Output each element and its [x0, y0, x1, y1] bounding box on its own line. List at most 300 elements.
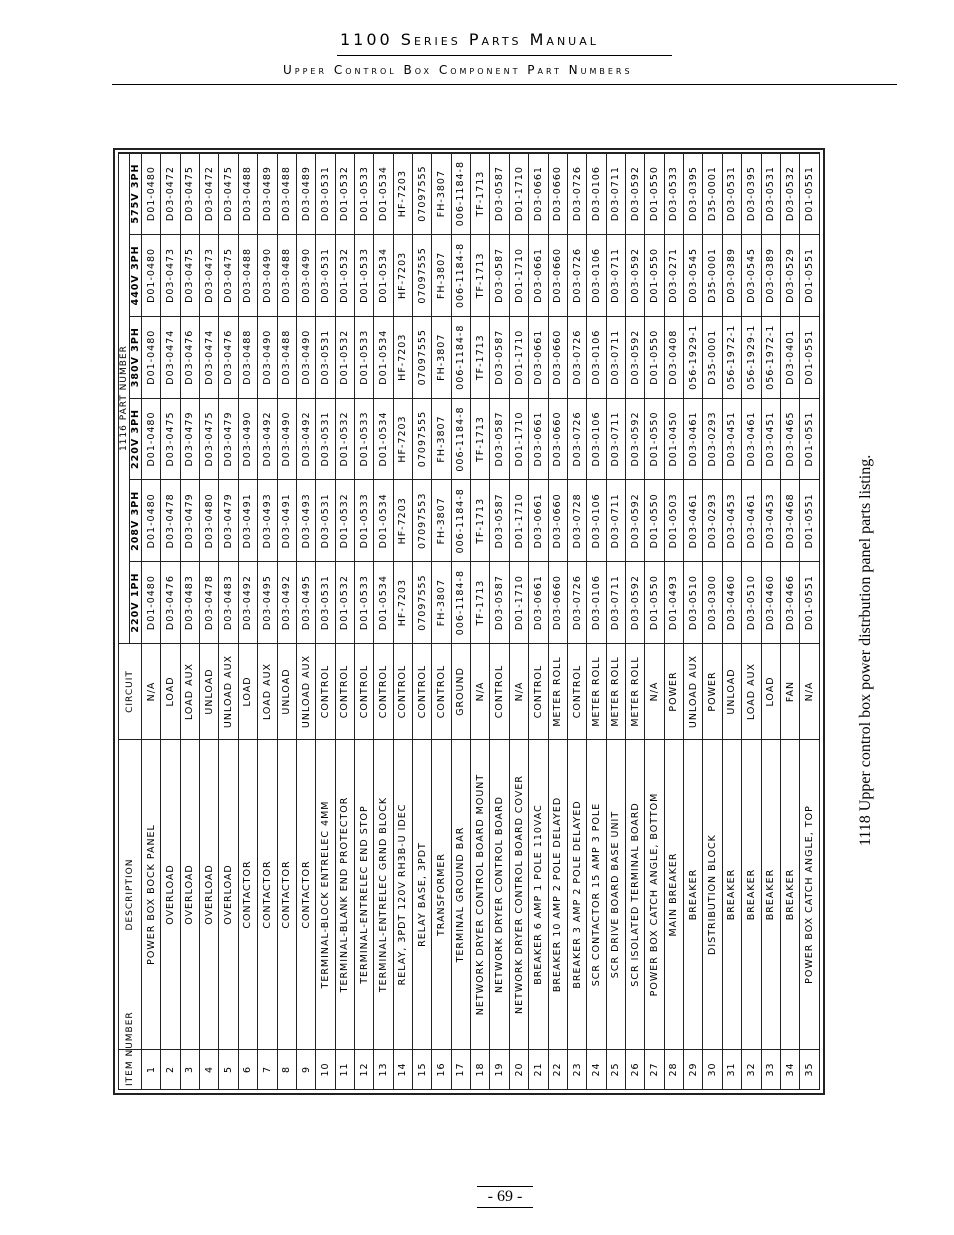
table-row	[509, 153, 528, 1090]
description-cell: NETWORK DRYER CONTROL BOARD COVER	[509, 740, 528, 1050]
part-number-cell: D03-0489	[258, 153, 277, 235]
part-number-cell: D03-0726	[567, 562, 586, 644]
part-number-cell: D03-0661	[529, 480, 548, 562]
part-number-cell: D01-0534	[374, 316, 393, 398]
header-description: DESCRIPTION	[119, 740, 142, 1050]
parts-table-rotated	[118, 153, 820, 1090]
part-number-cell: D01-0532	[335, 562, 354, 644]
description-cell: BREAKER	[722, 740, 741, 1050]
part-number-cell: D01-1710	[509, 316, 528, 398]
description-cell: RELAY BASE, 3PDT	[413, 740, 432, 1050]
description-cell: NETWORK DRYER CONTROL BOARD MOUNT	[471, 740, 490, 1050]
description-cell: NETWORK DRYER CONTROL BOARD	[490, 740, 509, 1050]
item-number-cell: 30	[703, 1050, 722, 1090]
part-number-cell: D01-1710	[509, 153, 528, 235]
part-number-cell: D03-0495	[296, 562, 315, 644]
part-number-cell: D03-0475	[219, 153, 238, 235]
description-cell: BREAKER	[780, 740, 799, 1050]
item-number-cell: 35	[800, 1050, 820, 1090]
circuit-cell: POWER	[703, 644, 722, 740]
part-number-cell: D03-0488	[238, 235, 257, 317]
part-number-cell: D03-0490	[296, 316, 315, 398]
circuit-cell: LOAD	[238, 644, 257, 740]
part-number-cell: D03-0490	[238, 398, 257, 480]
part-number-cell: TF-1713	[471, 398, 490, 480]
part-number-cell: D03-0465	[780, 398, 799, 480]
description-cell: OVERLOAD	[180, 740, 199, 1050]
description-cell: TRANSFORMER	[432, 740, 451, 1050]
part-number-cell: D01-0551	[800, 398, 820, 480]
table-row	[742, 153, 761, 1090]
part-number-cell: 07097555	[413, 235, 432, 317]
item-number-cell: 27	[645, 1050, 664, 1090]
part-number-cell: D03-0472	[200, 153, 219, 235]
part-number-cell: D03-0466	[780, 562, 799, 644]
item-number-cell: 2	[161, 1050, 180, 1090]
item-number-cell: 16	[432, 1050, 451, 1090]
part-number-cell: D01-0480	[142, 235, 161, 317]
part-number-cell: 006-1184-8	[451, 398, 470, 480]
part-number-cell: D03-0660	[548, 316, 567, 398]
table-row	[664, 153, 683, 1090]
header-circuit: CIRCUIT	[119, 644, 142, 740]
part-number-cell: D03-0660	[548, 235, 567, 317]
description-cell: BREAKER 6 AMP 1 POLE 110VAC	[529, 740, 548, 1050]
header-item-number: ITEM NUMBER	[119, 1050, 142, 1090]
part-number-cell: D03-0488	[277, 153, 296, 235]
item-number-cell: 9	[296, 1050, 315, 1090]
part-number-cell: TF-1713	[471, 562, 490, 644]
header-voltage: 575V 3PH	[130, 153, 142, 235]
part-number-cell: D03-0106	[587, 562, 606, 644]
part-number-cell: D03-0106	[587, 153, 606, 235]
part-number-cell: D03-0461	[742, 398, 761, 480]
item-number-cell: 21	[529, 1050, 548, 1090]
part-number-cell: D03-0592	[625, 398, 644, 480]
part-number-cell: D03-0711	[606, 480, 625, 562]
item-number-cell: 4	[200, 1050, 219, 1090]
part-number-cell: D03-0475	[180, 153, 199, 235]
part-number-cell: D03-0728	[567, 480, 586, 562]
part-number-cell: D03-0592	[625, 153, 644, 235]
part-number-cell: D03-0479	[180, 480, 199, 562]
part-number-cell: D03-0661	[529, 316, 548, 398]
description-cell: SCR CONTACTOR 15 AMP 3 POLE	[587, 740, 606, 1050]
header-rule	[112, 84, 897, 85]
table-row	[200, 153, 219, 1090]
item-number-cell: 24	[587, 1050, 606, 1090]
description-cell: CONTACTOR	[296, 740, 315, 1050]
header-voltage: 220V 1PH	[130, 562, 142, 644]
part-number-cell: TF-1713	[471, 316, 490, 398]
part-number-cell: D01-1710	[509, 235, 528, 317]
part-number-cell: D03-0592	[625, 235, 644, 317]
part-number-cell: D01-0532	[335, 480, 354, 562]
part-number-cell: D01-0480	[142, 398, 161, 480]
circuit-cell: UNLOAD AUX	[219, 644, 238, 740]
table-row	[780, 153, 799, 1090]
table-row	[606, 153, 625, 1090]
table-row	[296, 153, 315, 1090]
item-number-cell: 29	[684, 1050, 703, 1090]
table-row	[800, 153, 820, 1090]
part-number-cell: D35-0001	[703, 153, 722, 235]
item-number-cell: 5	[219, 1050, 238, 1090]
header-row-top	[119, 153, 130, 1090]
item-number-cell: 13	[374, 1050, 393, 1090]
circuit-cell: METER ROLL	[587, 644, 606, 740]
circuit-cell: UNLOAD	[200, 644, 219, 740]
item-number-cell: 33	[761, 1050, 780, 1090]
table-row	[529, 153, 548, 1090]
part-number-cell: 006-1184-8	[451, 562, 470, 644]
part-number-cell: D03-0661	[529, 398, 548, 480]
part-number-cell: D03-0711	[606, 153, 625, 235]
part-number-cell: 07097553	[413, 480, 432, 562]
table-row	[471, 153, 490, 1090]
part-number-cell: D03-0660	[548, 480, 567, 562]
part-number-cell: D03-0106	[587, 480, 606, 562]
table-row	[625, 153, 644, 1090]
circuit-cell: POWER	[664, 644, 683, 740]
item-number-cell: 34	[780, 1050, 799, 1090]
part-number-cell: D03-0532	[780, 153, 799, 235]
part-number-cell: D01-0532	[335, 153, 354, 235]
part-number-cell: D03-0475	[200, 398, 219, 480]
circuit-cell: CONTROL	[393, 644, 412, 740]
part-number-cell: D03-0711	[606, 562, 625, 644]
table-row	[316, 153, 335, 1090]
part-number-cell: D01-0534	[374, 235, 393, 317]
circuit-cell: N/A	[471, 644, 490, 740]
part-number-cell: D03-0490	[258, 235, 277, 317]
description-cell: RELAY, 3PDT 120V RH3B-U IDEC	[393, 740, 412, 1050]
part-number-cell: D01-0532	[335, 398, 354, 480]
part-number-cell: D01-1710	[509, 398, 528, 480]
part-number-cell: D03-0479	[180, 398, 199, 480]
part-number-cell: D03-0293	[703, 480, 722, 562]
table-row	[761, 153, 780, 1090]
part-number-cell: 07097555	[413, 398, 432, 480]
circuit-cell: UNLOAD AUX	[684, 644, 703, 740]
part-number-cell: D03-0389	[761, 235, 780, 317]
table-row	[432, 153, 451, 1090]
part-number-cell: 006-1184-8	[451, 316, 470, 398]
part-number-cell: HF-7203	[393, 316, 412, 398]
part-number-cell: D01-0533	[354, 562, 373, 644]
circuit-cell: CONTROL	[354, 644, 373, 740]
table-row	[587, 153, 606, 1090]
part-number-cell: D03-0451	[761, 398, 780, 480]
part-number-cell: D01-0551	[800, 562, 820, 644]
part-number-cell: D01-0551	[800, 480, 820, 562]
item-number-cell: 1	[142, 1050, 161, 1090]
part-number-cell: D01-0551	[800, 153, 820, 235]
parts-table-body	[142, 153, 820, 1090]
table-row	[703, 153, 722, 1090]
part-number-cell: D03-0478	[161, 480, 180, 562]
header-voltage: 440V 3PH	[130, 235, 142, 317]
part-number-cell: D03-0491	[277, 480, 296, 562]
part-number-cell: D01-0533	[354, 398, 373, 480]
part-number-cell: D03-0661	[529, 562, 548, 644]
part-number-cell: D01-0551	[800, 235, 820, 317]
circuit-cell: UNLOAD	[277, 644, 296, 740]
part-number-cell: D03-0490	[277, 398, 296, 480]
part-number-cell: D35-0001	[703, 235, 722, 317]
item-number-cell: 14	[393, 1050, 412, 1090]
part-number-cell: D03-0587	[490, 235, 509, 317]
part-number-cell: D03-0476	[219, 316, 238, 398]
figure-caption: 1118 Upper control box power distrbution panel parts listing.	[857, 454, 874, 846]
part-number-cell: D03-0490	[258, 316, 277, 398]
circuit-cell: CONTROL	[316, 644, 335, 740]
circuit-cell: METER ROLL	[625, 644, 644, 740]
description-cell: TERMINAL-ENTRELEC GRND BLOCK	[374, 740, 393, 1050]
part-number-cell: D01-0534	[374, 153, 393, 235]
part-number-cell: D03-0492	[238, 562, 257, 644]
part-number-cell: D03-0660	[548, 398, 567, 480]
part-number-cell: D01-0534	[374, 562, 393, 644]
part-number-cell: D03-0271	[664, 235, 683, 317]
part-number-cell: D01-0551	[800, 316, 820, 398]
part-number-cell: D03-0490	[296, 235, 315, 317]
part-number-cell: D03-0587	[490, 153, 509, 235]
part-number-cell: D03-0460	[761, 562, 780, 644]
circuit-cell: CONTROL	[335, 644, 354, 740]
part-number-cell: TF-1713	[471, 235, 490, 317]
part-number-cell: D03-0587	[490, 562, 509, 644]
part-number-cell: D03-0660	[548, 153, 567, 235]
table-row	[374, 153, 393, 1090]
part-number-cell: D03-0529	[780, 235, 799, 317]
part-number-cell: 056-1929-1	[742, 316, 761, 398]
circuit-cell: N/A	[509, 644, 528, 740]
part-number-cell: D03-0389	[722, 235, 741, 317]
description-cell: BREAKER 10 AMP 2 POLE DELAYED	[548, 740, 567, 1050]
table-row	[490, 153, 509, 1090]
item-number-cell: 3	[180, 1050, 199, 1090]
part-number-cell: D03-0726	[567, 153, 586, 235]
circuit-cell: FAN	[780, 644, 799, 740]
part-number-cell: 006-1184-8	[451, 153, 470, 235]
table-row	[393, 153, 412, 1090]
circuit-cell: N/A	[800, 644, 820, 740]
circuit-cell: LOAD	[761, 644, 780, 740]
part-number-cell: D03-0472	[161, 153, 180, 235]
part-number-cell: D01-0550	[645, 562, 664, 644]
part-number-cell: FH-3807	[432, 398, 451, 480]
table-row	[451, 153, 470, 1090]
circuit-cell: GROUND	[451, 644, 470, 740]
part-number-cell: D03-0587	[490, 480, 509, 562]
part-number-cell: D03-0479	[219, 480, 238, 562]
part-number-cell: D01-0480	[142, 153, 161, 235]
part-number-cell: D01-0493	[664, 562, 683, 644]
part-number-cell: D03-0461	[684, 398, 703, 480]
part-number-cell: D03-0545	[742, 235, 761, 317]
part-number-cell: D03-0408	[664, 316, 683, 398]
part-number-cell: 056-1972-1	[761, 316, 780, 398]
table-row	[335, 153, 354, 1090]
part-number-cell: 07097555	[413, 153, 432, 235]
description-cell: POWER BOX CATCH ANGLE, BOTTOM	[645, 740, 664, 1050]
description-cell: CONTACTOR	[277, 740, 296, 1050]
part-number-cell: FH-3807	[432, 316, 451, 398]
part-number-cell: D03-0510	[742, 562, 761, 644]
circuit-cell: CONTROL	[374, 644, 393, 740]
part-number-cell: D03-0483	[180, 562, 199, 644]
part-number-cell: D03-0726	[567, 316, 586, 398]
part-number-cell: D03-0592	[625, 562, 644, 644]
table-row	[219, 153, 238, 1090]
part-number-cell: D03-0480	[200, 480, 219, 562]
part-number-cell: D01-0550	[645, 398, 664, 480]
part-number-cell: D03-0461	[684, 480, 703, 562]
description-cell: TERMINAL-BLANK END PROTECTOR	[335, 740, 354, 1050]
part-number-cell: D03-0531	[316, 316, 335, 398]
part-number-cell: D03-0293	[703, 398, 722, 480]
part-number-cell: D03-0473	[161, 235, 180, 317]
item-number-cell: 15	[413, 1050, 432, 1090]
description-cell: TERMINAL-BLOCK ENTRELEC 4MM	[316, 740, 335, 1050]
item-number-cell: 12	[354, 1050, 373, 1090]
item-number-cell: 28	[664, 1050, 683, 1090]
header-part-number-group: 1116 PART NUMBER	[119, 153, 130, 644]
part-number-cell: D01-0533	[354, 316, 373, 398]
part-number-cell: D03-0475	[219, 235, 238, 317]
part-number-cell: D03-0492	[296, 398, 315, 480]
part-number-cell: HF-7203	[393, 562, 412, 644]
part-number-cell: 07097555	[413, 562, 432, 644]
circuit-cell: METER ROLL	[606, 644, 625, 740]
part-number-cell: D03-0531	[722, 153, 741, 235]
description-cell: POWER BOX CATCH ANGLE, TOP	[800, 740, 820, 1050]
part-number-cell: D03-0493	[296, 480, 315, 562]
part-number-cell: D01-0480	[142, 562, 161, 644]
table-row	[548, 153, 567, 1090]
part-number-cell: D03-0711	[606, 398, 625, 480]
part-number-cell: D03-0492	[258, 398, 277, 480]
part-number-cell: D03-0592	[625, 480, 644, 562]
description-cell: BREAKER	[684, 740, 703, 1050]
part-number-cell: D03-0479	[219, 398, 238, 480]
description-cell: OVERLOAD	[161, 740, 180, 1050]
item-number-cell: 11	[335, 1050, 354, 1090]
item-number-cell: 7	[258, 1050, 277, 1090]
circuit-cell: LOAD	[161, 644, 180, 740]
part-number-cell: D03-0453	[722, 480, 741, 562]
part-number-cell: FH-3807	[432, 153, 451, 235]
part-number-cell: D01-1710	[509, 480, 528, 562]
item-number-cell: 23	[567, 1050, 586, 1090]
part-number-cell: D03-0451	[722, 398, 741, 480]
part-number-cell: D03-0475	[180, 235, 199, 317]
part-number-cell: HF-7203	[393, 153, 412, 235]
part-number-cell: D01-0534	[374, 480, 393, 562]
description-cell: OVERLOAD	[219, 740, 238, 1050]
item-number-cell: 22	[548, 1050, 567, 1090]
part-number-cell: D03-0493	[258, 480, 277, 562]
description-cell: SCR DRIVE BOARD BASE UNIT	[606, 740, 625, 1050]
part-number-cell: HF-7203	[393, 480, 412, 562]
table-row	[142, 153, 161, 1090]
description-cell: TERMINAL GROUND BAR	[451, 740, 470, 1050]
part-number-cell: TF-1713	[471, 153, 490, 235]
part-number-cell: D03-0533	[664, 153, 683, 235]
part-number-cell: D03-0478	[200, 562, 219, 644]
item-number-cell: 32	[742, 1050, 761, 1090]
part-number-cell: D01-0532	[335, 316, 354, 398]
item-number-cell: 25	[606, 1050, 625, 1090]
table-row	[722, 153, 741, 1090]
header-voltage: 220V 3PH	[130, 398, 142, 480]
part-number-cell: D01-0450	[664, 398, 683, 480]
part-number-cell: D03-0660	[548, 562, 567, 644]
part-number-cell: D03-0300	[703, 562, 722, 644]
part-number-cell: D03-0106	[587, 316, 606, 398]
part-number-cell: D03-0661	[529, 235, 548, 317]
circuit-cell: CONTROL	[490, 644, 509, 740]
part-number-cell: D01-0533	[354, 235, 373, 317]
part-number-cell: 07097555	[413, 316, 432, 398]
part-number-cell: D03-0592	[625, 316, 644, 398]
part-number-cell: D03-0476	[180, 316, 199, 398]
part-number-cell: D03-0711	[606, 316, 625, 398]
item-number-cell: 10	[316, 1050, 335, 1090]
table-row	[567, 153, 586, 1090]
part-number-cell: D03-0473	[200, 235, 219, 317]
description-cell: BREAKER	[761, 740, 780, 1050]
part-number-cell: 056-1929-1	[684, 316, 703, 398]
part-number-cell: D03-0395	[684, 153, 703, 235]
part-number-cell: D03-0488	[238, 316, 257, 398]
circuit-cell: CONTROL	[567, 644, 586, 740]
part-number-cell: D35-0001	[703, 316, 722, 398]
table-row	[354, 153, 373, 1090]
part-number-cell: D01-0533	[354, 480, 373, 562]
circuit-cell: UNLOAD	[722, 644, 741, 740]
part-number-cell: D03-0474	[200, 316, 219, 398]
part-number-cell: D01-0480	[142, 316, 161, 398]
part-number-cell: D03-0468	[780, 480, 799, 562]
part-number-cell: D03-0474	[161, 316, 180, 398]
part-number-cell: D03-0587	[490, 398, 509, 480]
part-number-cell: D01-0532	[335, 235, 354, 317]
table-row	[161, 153, 180, 1090]
description-cell: SCR ISOLATED TERMINAL BOARD	[625, 740, 644, 1050]
part-number-cell: D03-0488	[238, 153, 257, 235]
part-number-cell: D01-0550	[645, 480, 664, 562]
part-number-cell: D03-0531	[761, 153, 780, 235]
item-number-cell: 26	[625, 1050, 644, 1090]
table-row	[180, 153, 199, 1090]
part-number-cell: D03-0488	[277, 316, 296, 398]
part-number-cell: D03-0531	[316, 235, 335, 317]
circuit-cell: CONTROL	[529, 644, 548, 740]
header-voltage: 208V 3PH	[130, 480, 142, 562]
section-subtitle: Upper Control Box Component Part Numbers	[283, 63, 633, 77]
part-number-cell: D03-0531	[316, 562, 335, 644]
title-rule	[337, 55, 672, 56]
part-number-cell: D03-0726	[567, 398, 586, 480]
part-number-cell: D03-0545	[684, 235, 703, 317]
part-number-cell: D03-0475	[161, 398, 180, 480]
part-number-cell: HF-7203	[393, 235, 412, 317]
item-number-cell: 31	[722, 1050, 741, 1090]
part-number-cell: D03-0461	[742, 480, 761, 562]
circuit-cell: LOAD AUX	[742, 644, 761, 740]
